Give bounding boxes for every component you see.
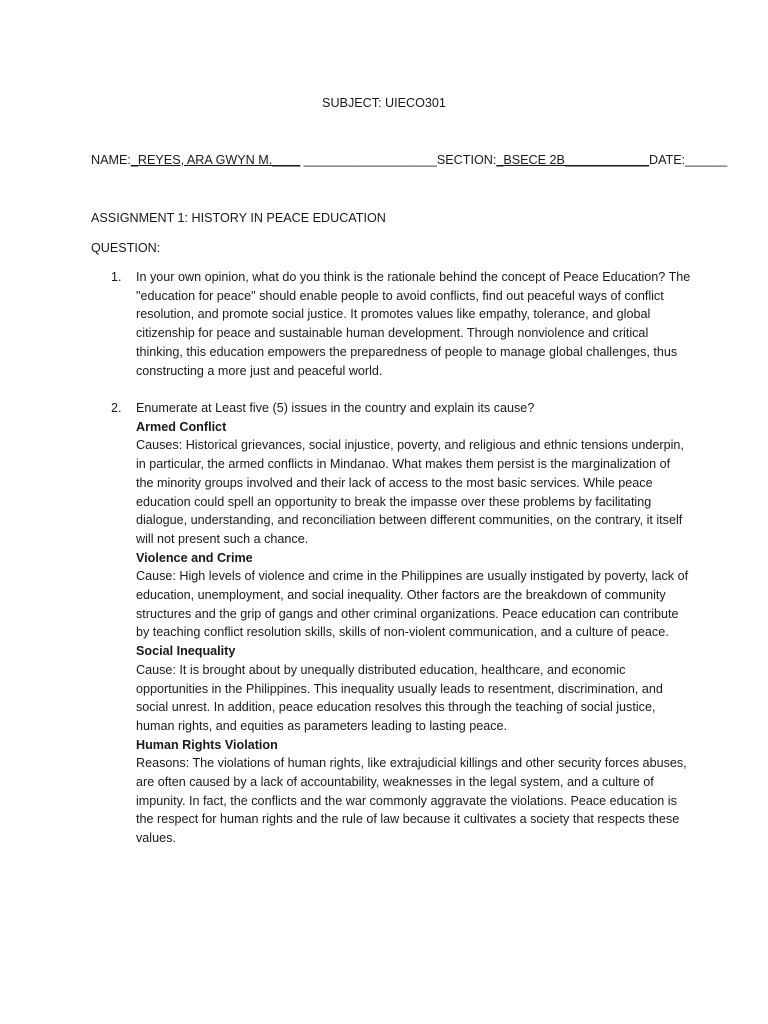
question-item-2 <box>111 399 691 848</box>
subject-heading: SUBJECT: UIECO301 <box>322 96 446 110</box>
issue-title-armed-conflict: Armed Conflict <box>136 419 227 434</box>
issue-text-social-inequality: Cause: It is brought about by unequally distributed education, healthcare, and economic opportunities in the Philippines. This inequality usually leads to resentment, discrimination, and social unrest. In addition, peace education resolves this through the teaching of social justice, human rights, and equities as parameters leading to lasting peace. <box>136 662 663 733</box>
issue-title-social-inequality: Social Inequality <box>136 644 236 659</box>
section-label: SECTION: <box>436 153 497 167</box>
name-value: _REYES, ARA GWYN M.____ <box>130 153 301 167</box>
issue-title-human-rights-violation: Human Rights Violation <box>136 737 278 752</box>
question-number: 1. <box>111 270 122 284</box>
section-value: _BSECE 2B____________ <box>496 153 649 167</box>
question-label: QUESTION: <box>91 241 161 255</box>
date-label: DATE: <box>649 153 686 167</box>
issue-text-human-rights-violation: Reasons: The violations of human rights, like extrajudicial killings and other security forces abuses, are often caused by a lack of accountability, weaknesses in the legal system, and a culture of impunity. In fact, the conflicts and the war commonly aggravate the violations. Peace education is the respect for human rights and the rule of law because it cultivates a society that respects these values. <box>136 756 687 846</box>
student-info-line <box>91 151 727 170</box>
question-number: 2. <box>111 401 122 415</box>
info-spacer: ___________________ <box>303 153 437 167</box>
question-text: In your own opinion, what do you think is the rationale behind the concept of Peace Education? The "education for peace" should enable people to avoid conflicts, find out peaceful ways of conflict resolution, and promote social justice. It promotes values like empathy, tolerance, and global citizenship for peace and sustainable human development. Through nonviolence and critical thinking, this education empowers the preparedness of people to manage global challenges, thus constructing a more just and peaceful world. <box>136 270 691 378</box>
question-text: Enumerate at Least five (5) issues in the country and explain its cause? <box>136 401 535 415</box>
question-item-1 <box>111 268 691 380</box>
name-label: NAME: <box>91 153 131 167</box>
assignment-title: ASSIGNMENT 1: HISTORY IN PEACE EDUCATION <box>91 211 386 225</box>
issue-text-violence-and-crime: Cause: High levels of violence and crime in the Philippines are usually instigated by poverty, lack of education, unemployment, and social inequality. Other factors are the breakdown of community structures and the grip of gangs and other criminal organizations. Peace education can contribute by teaching conflict resolution skills, skills of non-violent communication, and a culture of peace. <box>136 569 689 640</box>
date-value: ______ <box>685 153 728 167</box>
issue-text-armed-conflict: Causes: Historical grievances, social injustice, poverty, and religious and ethnic tensions underpin, in particular, the armed conflicts in Mindanao. What makes them persist is the marginalization of the minority groups involved and their lack of access to the most basic services. While peace education could spell an opportunity to break the impasse over these problems by facilitating dialogue, understanding, and reconciliation between different communities, on the contrary, it itself will not present such a chance. <box>136 438 684 546</box>
issue-title-violence-and-crime: Violence and Crime <box>136 550 253 565</box>
